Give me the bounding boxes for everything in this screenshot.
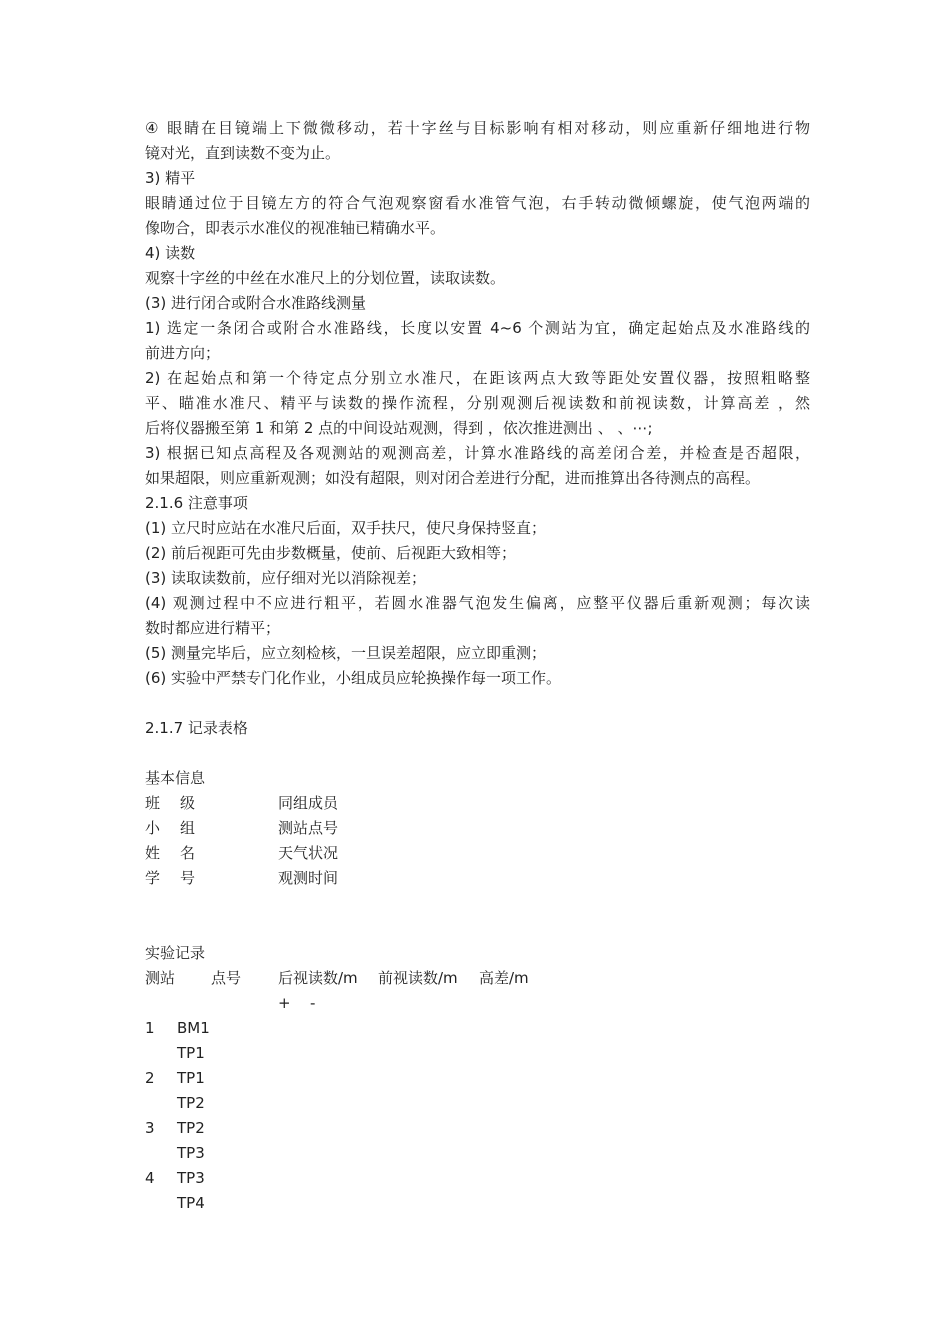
table-row [145,1091,810,1116]
info-label: 测站点号 [278,819,339,837]
table-row [145,1016,810,1041]
header-foresight: 前视读数/m [378,969,458,987]
table-row [145,1066,810,1091]
text-line: 前进方向； [145,344,221,362]
minus-sign: - [310,994,316,1012]
section-heading: 2.1.7 记录表格 [145,719,248,737]
subheading: (3) 进行闭合或附合水准路线测量 [145,294,367,312]
header-height-diff: 高差/m [479,969,529,987]
basic-info-title: 基本信息 [145,769,206,787]
info-label-char: 姓 [145,844,161,862]
text-line: 观察十字丝的中丝在水准尺上的分划位置，读取读数。 [145,269,506,287]
info-label: 观测时间 [278,869,339,887]
subheading: 4) 读数 [145,244,196,262]
station-cell: 3 [145,1119,155,1137]
table-row [145,1041,810,1066]
subheading: 3) 精平 [145,169,196,187]
point-cell: TP2 [177,1094,205,1112]
point-cell: TP1 [177,1069,205,1087]
text-line: 如果超限，则应重新观测；如没有超限，则对闭合差进行分配，进而推算出各待测点的高程。 [145,469,761,487]
text-line: (6) 实验中严禁专门化作业，小组成员应轮换操作每一项工作。 [145,669,562,687]
point-cell: TP1 [177,1044,205,1062]
header-point: 点号 [211,969,242,987]
basic-info-row [145,866,810,891]
table-row [145,1166,810,1191]
text-line: (4) 观测过程中不应进行粗平，若圆水准器气泡发生偏离，应整平仪器后重新观测；每次读 [145,594,810,612]
section-heading: 2.1.6 注意事项 [145,494,248,512]
text-line: 平、瞄准水准尺、精平与读数的操作流程，分别观测后视读数和前视读数，计算高差 ，然 [145,394,810,412]
text-line: ④ 眼睛在目镜端上下微微移动，若十字丝与目标影响有相对移动，则应重新仔细地进行物 [145,119,810,137]
text-line: 1) 选定一条闭合或附合水准路线，长度以安置 4~6 个测站为宜，确定起始点及水准路线的 [145,319,810,337]
text-line: 3) 根据已知点高程及各观测站的观测高差，计算水准路线的高差闭合差，并检查是否超限， [145,444,810,462]
info-label-char: 号 [180,869,196,887]
record-header-row [145,966,810,991]
point-cell: TP2 [177,1119,205,1137]
text-line: 眼睛通过位于目镜左方的符合气泡观察窗看水准管气泡，右手转动微倾螺旋，使气泡两端的 [145,194,810,212]
table-row [145,1141,810,1166]
text-line: (1) 立尺时应站在水准尺后面，双手扶尺，使尺身保持竖直； [145,519,547,537]
basic-info-row [145,841,810,866]
plus-sign: + [278,994,291,1012]
basic-info-row [145,816,810,841]
basic-info-row [145,791,810,816]
info-label-char: 名 [180,844,196,862]
station-cell: 1 [145,1019,155,1037]
station-cell: 2 [145,1069,155,1087]
info-label: 同组成员 [278,794,339,812]
text-line: 镜对光，直到读数不变为止。 [145,144,341,162]
point-cell: BM1 [177,1019,210,1037]
info-label-char: 组 [180,819,196,837]
record-sign-row [145,991,810,1016]
text-line: (5) 测量完毕后，应立刻检核，一旦误差超限，应立即重测； [145,644,547,662]
header-backsight: 后视读数/m [278,969,358,987]
table-row [145,1191,810,1216]
info-label-char: 小 [145,819,161,837]
text-line: 后将仪器搬至第 1 和第 2 点的中间设站观测，得到 ，依次推进测出 、 、⋯; [145,419,653,437]
document-page [145,116,810,1216]
text-line: 像吻合，即表示水准仪的视准轴已精确水平。 [145,219,446,237]
header-station: 测站 [145,969,176,987]
text-line: 数时都应进行精平； [145,619,281,637]
text-line: (2) 前后视距可先由步数概量，使前、后视距大致相等； [145,544,517,562]
info-label: 天气状况 [278,844,339,862]
record-title: 实验记录 [145,944,206,962]
info-label-char: 班 [145,794,161,812]
station-cell: 4 [145,1169,155,1187]
table-row [145,1116,810,1141]
info-label-char: 级 [180,794,196,812]
point-cell: TP3 [177,1169,205,1187]
text-line: (3) 读取读数前，应仔细对光以消除视差； [145,569,427,587]
text-line: 2) 在起始点和第一个待定点分别立水准尺，在距该两点大致等距处安置仪器，按照粗略整 [145,369,810,387]
info-label-char: 学 [145,869,161,887]
point-cell: TP3 [177,1144,205,1162]
point-cell: TP4 [177,1194,205,1212]
